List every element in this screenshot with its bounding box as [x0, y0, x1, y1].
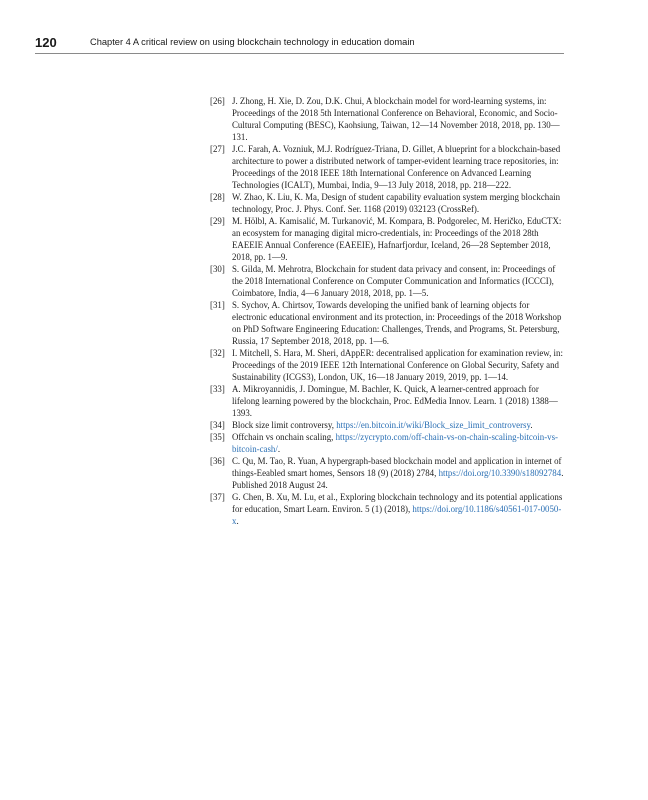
reference-number: [27] — [210, 144, 225, 154]
reference-item — [210, 455, 565, 491]
reference-text: Block size limit controversy, https://en.bitcoin.it/wiki/Block_size_limit_controversy. — [232, 420, 533, 430]
reference-list — [210, 95, 565, 527]
page-number: 120 — [35, 35, 57, 50]
reference-text: I. Mitchell, S. Hara, M. Sheri, dAppER: decentralised application for examination review, in: Proceedings of the 2019 IEEE 12th International Conference on Global Security, Safety and Sustainability (ICGS3), London, UK, 16—18 January 2019, 2019, pp. 1—14. — [232, 348, 563, 382]
reference-item — [210, 383, 565, 419]
reference-item — [210, 143, 565, 191]
reference-number: [33] — [210, 384, 225, 394]
reference-link[interactable]: https://doi.org/10.1186/s40561-017-0050-x — [232, 504, 562, 526]
reference-link[interactable]: https://zycrypto.com/off-chain-vs-on-chain-scaling-bitcoin-vs-bitcoin-cash/ — [232, 432, 558, 454]
reference-text: A. Mikroyannidis, J. Domingue, M. Bachler, K. Quick, A learner-centred approach for lifelong learning powered by the blockchain, Proc. EdMedia Innov. Learn. 1 (2018) 1388—1393. — [232, 384, 558, 418]
reference-text: J.C. Farah, A. Vozniuk, M.J. Rodríguez-Triana, D. Gillet, A blueprint for a blockchain-based architecture to power a distributed network of tamper-evident learning trace repositories, in: Proceedings of the 2018 IEEE 18th International Conference on Advanced Learning Technologies (ICALT), Mumbai, India, 9—13 July 2018, 2018, pp. 218—222. — [232, 144, 561, 190]
reference-text: S. Gilda, M. Mehrotra, Blockchain for student data privacy and consent, in: Proceedings of the 2018 International Conference on Computer Communication and Informatics (ICCCI), Coimbatore, India, 4—6 January 2018, 2018, pp. 1—5. — [232, 264, 556, 298]
reference-item — [210, 299, 565, 347]
reference-number: [35] — [210, 432, 225, 442]
reference-text: M. Hölbl, A. Kamisalić, M. Turkanović, M. Kompara, B. Podgorelec, M. Heričko, EduCTX: an ecosystem for managing digital micro-credentials, in: Proceedings of the 2018 28th EAEEIE Annual Conference (EAEEIE), Hafnarfjordur, Iceland, 26—28 September 2018, 2018, pp. 1—9. — [232, 216, 562, 262]
reference-number: [34] — [210, 420, 225, 430]
reference-item — [210, 347, 565, 383]
running-header — [35, 35, 564, 54]
reference-item — [210, 95, 565, 143]
reference-text: G. Chen, B. Xu, M. Lu, et al., Exploring blockchain technology and its potential applications for education, Smart Learn. Environ. 5 (1) (2018), https://doi.org/10.1186/s40561-017-0050-x. — [232, 492, 563, 526]
reference-link[interactable]: https://en.bitcoin.it/wiki/Block_size_limit_controversy — [336, 420, 531, 430]
reference-item — [210, 431, 565, 455]
reference-text: J. Zhong, H. Xie, D. Zou, D.K. Chui, A blockchain model for word-learning systems, in: Proceedings of the 2018 5th International Conference on Behavioral, Economic, and Socio-Cultural Computing (BESC), Kaohsiung, Taiwan, 12—14 November 2018, 2018, pp. 130—131. — [232, 96, 560, 142]
reference-item — [210, 215, 565, 263]
reference-text: Offchain vs onchain scaling, https://zycrypto.com/off-chain-vs-on-chain-scaling-bitcoin-vs-bitcoin-cash/. — [232, 432, 558, 454]
reference-number: [32] — [210, 348, 225, 358]
reference-number: [30] — [210, 264, 225, 274]
running-title: Chapter 4 A critical review on using blockchain technology in education domain — [90, 37, 415, 47]
reference-number: [31] — [210, 300, 225, 310]
reference-item — [210, 191, 565, 215]
reference-number: [28] — [210, 192, 225, 202]
reference-number: [29] — [210, 216, 225, 226]
reference-text: W. Zhao, K. Liu, K. Ma, Design of student capability evaluation system merging blockchain technology, Proc. J. Phys. Conf. Ser. 1168 (2019) 032123 (CrossRef). — [232, 192, 561, 214]
reference-text: C. Qu, M. Tao, R. Yuan, A hypergraph-based blockchain model and application in internet of things-Eeabled smart homes, Sensors 18 (9) (2018) 2784, https://doi.org/10.3390/s18092784. Published 2018 August 24. — [232, 456, 564, 490]
reference-number: [26] — [210, 96, 225, 106]
reference-link[interactable]: https://doi.org/10.3390/s18092784 — [438, 468, 562, 478]
reference-item — [210, 491, 565, 527]
reference-number: [36] — [210, 456, 225, 466]
reference-item — [210, 419, 565, 431]
reference-item — [210, 263, 565, 299]
reference-number: [37] — [210, 492, 225, 502]
reference-text: S. Sychov, A. Chirtsov, Towards developing the unified bank of learning objects for electronic educational environment and its protection, in: Proceedings of the 2018 Workshop on PhD Software Engineering Education: Challenges, Trends, and Programs, St. Petersburg, Russia, 17 September 2018, 2018, pp. 1—6. — [232, 300, 562, 346]
